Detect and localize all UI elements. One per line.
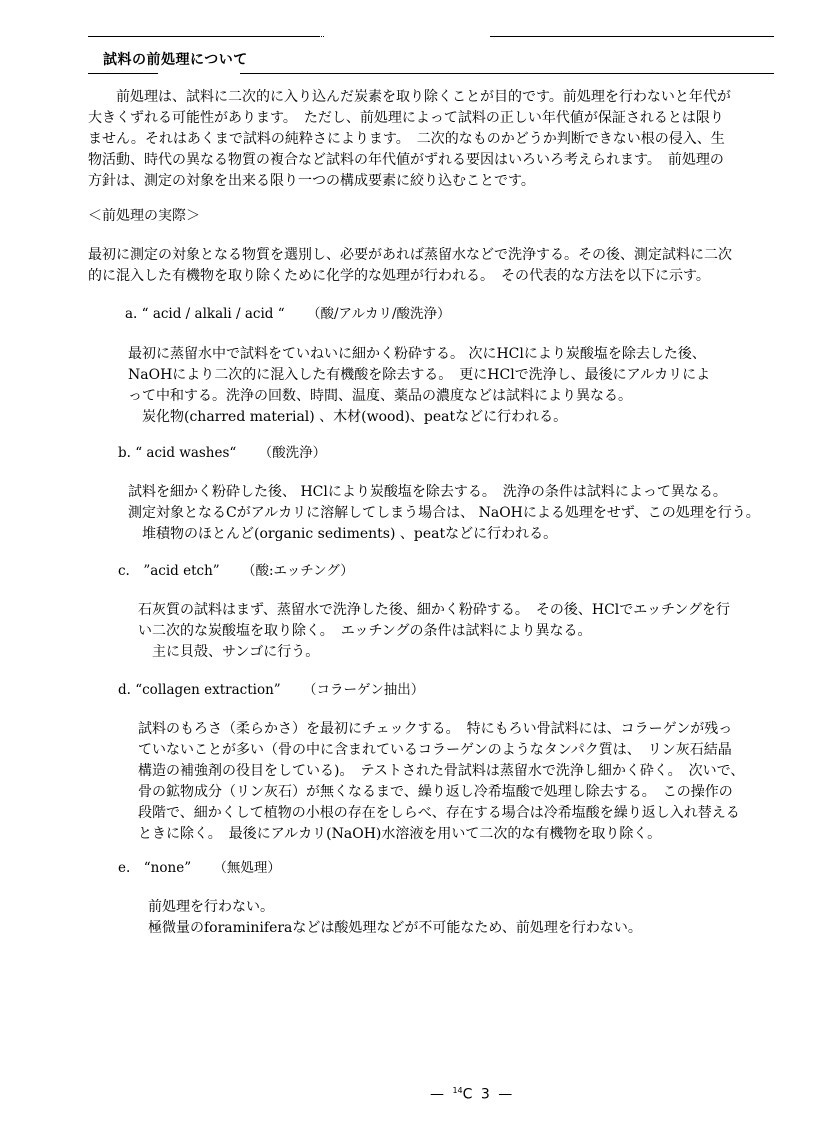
method-c-heading: [118, 562, 354, 580]
intro-line: ません。それはあくまで試料の純粋さによります。 二次的なものかどうか判断できない根の侵入、生: [88, 131, 725, 147]
method-e-body: [148, 897, 642, 939]
footer-dash-left: —: [430, 1086, 446, 1103]
intro-paragraph: [88, 87, 731, 192]
method-d-heading: [118, 681, 424, 699]
method-line: 堆積物のほとんど(organic sediments) 、peatなどに行われる。: [128, 526, 558, 542]
method-e-heading: [118, 859, 281, 877]
method-name: （酸/アルカリ/酸洗浄）: [306, 306, 451, 322]
footer-dash-right: —: [498, 1086, 515, 1103]
method-line: 極微量のforaminiferaなどは酸処理などが不可能なため、前処理を行わない。: [148, 920, 642, 936]
method-line: 測定対象となるCがアルカリに溶解してしまう場合は、 NaOHによる処理をせず、この処理を行う。: [128, 505, 760, 521]
method-line: 最初に蒸留水中で試料をていねいに細かく粉砕する。 次にHClにより炭酸塩を除去した後、: [128, 346, 706, 362]
method-b-heading: [118, 444, 326, 462]
intro-line: 方針は、測定の対象を出来る限り一つの構成要素に絞り込むことです。: [88, 173, 535, 189]
method-a-heading: [125, 305, 451, 323]
method-line: NaOHにより二次的に混入した有機酸を除去する。 更にHClで洗浄し、最後にアルカリによ: [128, 367, 711, 383]
method-line: 段階で、細かくして植物の小根の存在をしらべ、存在する場合は冷希塩酸を繰り返し入れ替える: [138, 805, 740, 821]
method-label: b. “ acid washes“: [118, 445, 237, 461]
top-rule-gap: [318, 36, 324, 37]
method-line: 試料を細かく粉砕した後、 HClにより炭酸塩を除去する。 洗浄の条件は試料によって異なる。: [128, 484, 727, 500]
method-d-body: [138, 719, 744, 845]
top-rule-right: [490, 36, 774, 37]
practice-intro-line: 最初に測定の対象となる物質を選別し、必要があれば蒸留水などで洗浄する。その後、測定試料に二次: [88, 247, 732, 263]
method-name: （コラーゲン抽出）: [302, 682, 425, 698]
practice-heading: ＜前処理の実際＞: [88, 208, 200, 224]
method-label: a. “ acid / alkali / acid “: [125, 306, 285, 322]
method-b-body: [128, 482, 760, 545]
method-line: って中和する。洗浄の回数、時間、温度、薬品の濃度などは試料により異なる。: [128, 388, 632, 404]
intro-line: 物活動、時代の異なる物質の複合など試料の年代値がずれる要因はいろいろ考えられます。 前処理の: [88, 152, 724, 168]
method-name: （無処理）: [213, 860, 281, 876]
practice-intro: [88, 245, 732, 287]
title-rule-right: [240, 73, 774, 74]
method-c-body: [138, 600, 730, 663]
method-line: 前処理を行わない。: [148, 899, 274, 915]
method-line: 骨の鉱物成分（リン灰石）が無くなるまで、繰り返し冷希塩酸で処理し除去する。 この操作の: [138, 784, 733, 800]
method-a-body: [128, 344, 710, 428]
title-rule-left: [88, 73, 158, 74]
method-name: （酸洗浄）: [258, 445, 327, 461]
method-line: 試料のもろさ（柔らかさ）を最初にチェックする。 特にもろい骨試料には、コラーゲンが残っ: [138, 721, 733, 737]
method-line: ときに除く。 最後にアルカリ(NaOH)水溶液を用いて二次的な有機物を取り除く。: [138, 826, 662, 842]
document-title: 試料の前処理について: [103, 52, 248, 68]
top-rule-left: [88, 36, 318, 37]
method-line: 主に貝殻、サンゴに行う。: [138, 644, 320, 660]
practice-intro-line: 的に混入した有機物を取り除くために化学的な処理が行われる。 その代表的な方法を以下に示す。: [88, 268, 710, 284]
intro-line: 大きくずれる可能性があります。 ただし、前処理によって試料の正しい年代値が保証されるとは限り: [88, 110, 724, 126]
method-line: ていないことが多い（骨の中に含まれているコラーゲンのようなタンパク質は、 リン灰石結晶: [138, 742, 732, 758]
method-line: 構造の補強剤の役目をしている)。 テストされた骨試料は蒸留水で洗浄し細かく砕く。 次いで、: [138, 763, 745, 779]
footer-text: C 3: [462, 1086, 492, 1103]
method-line: 炭化物(charred material) 、木材(wood)、peatなどに行われる。: [128, 409, 568, 425]
footer-superscript: 14: [452, 1086, 463, 1095]
method-label: d. “collagen extraction”: [118, 682, 281, 698]
method-line: い二次的な炭酸塩を取り除く。 エッチングの条件は試料により異なる。: [138, 623, 592, 639]
method-name: （酸:エッチング）: [241, 563, 354, 579]
method-label: c. ”acid etch”: [118, 563, 220, 579]
intro-line: 前処理は、試料に二次的に入り込んだ炭素を取り除くことが目的です。前処理を行わないと年代が: [116, 89, 731, 105]
page-number: [430, 1086, 514, 1103]
method-label: e. “none”: [118, 860, 192, 876]
method-line: 石灰質の試料はまず、蒸留水で洗浄した後、細かく粉砕する。 その後、HClでエッチングを行: [138, 602, 731, 618]
